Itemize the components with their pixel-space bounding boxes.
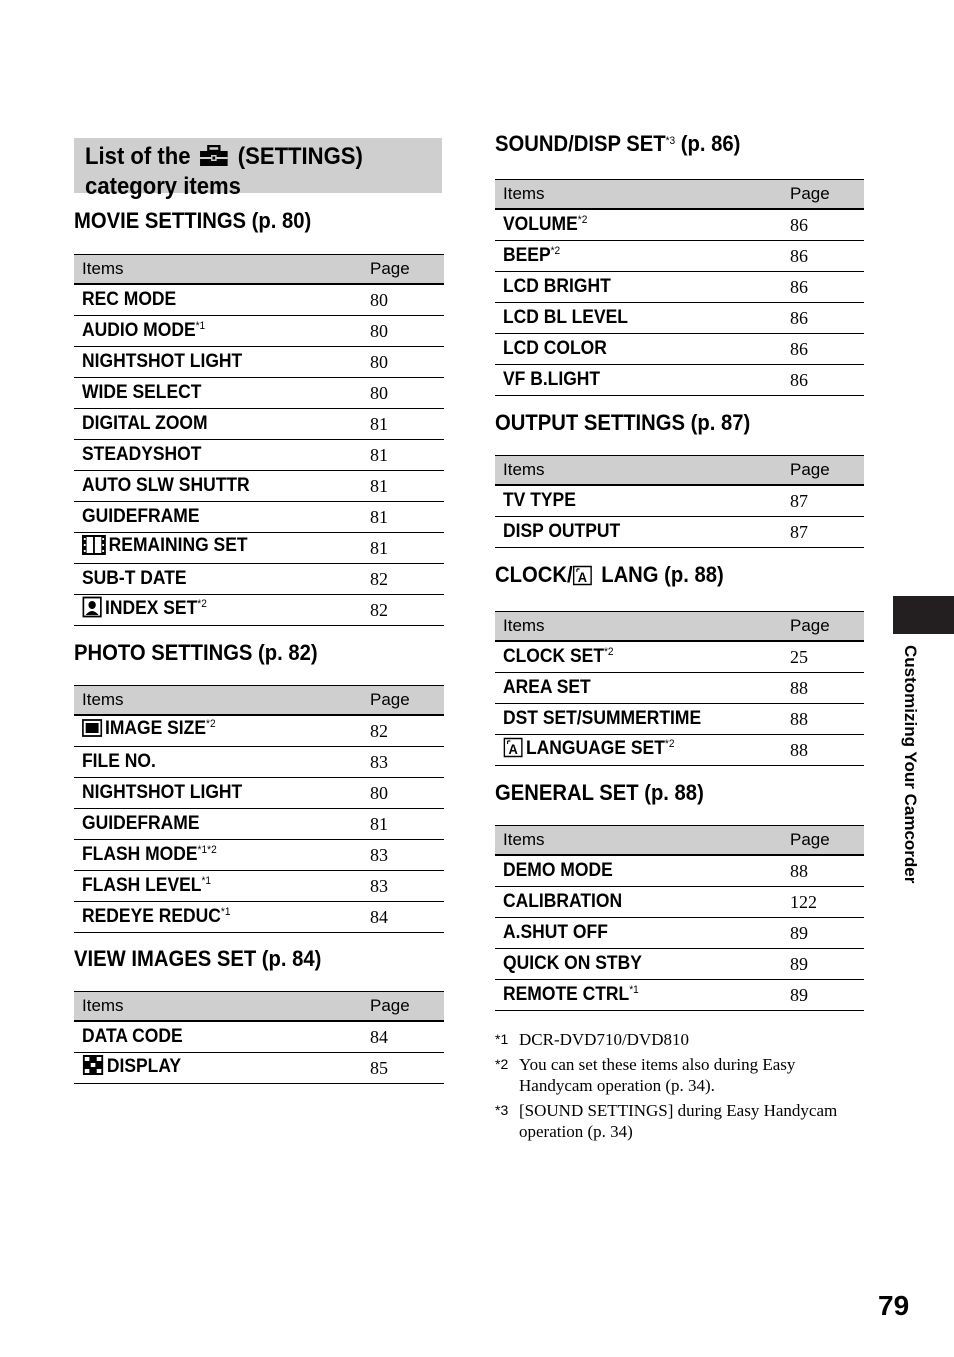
item-name-wrap <box>503 953 642 975</box>
item-page-cell: 81 <box>362 409 444 440</box>
item-name: GUIDEFRAME <box>82 506 200 527</box>
footnote-mark: *2 <box>495 1056 509 1072</box>
sound-disp-heading-page: (p. 86) <box>675 131 741 156</box>
item-name: AUTO SLW SHUTTR <box>82 475 250 496</box>
item-name: DISPLAY <box>106 1056 182 1077</box>
item-name-wrap <box>503 984 639 1006</box>
item-name-wrap <box>82 596 207 624</box>
item-page-cell: 88 <box>782 735 864 766</box>
item-name-wrap <box>503 369 600 391</box>
item-page-cell: 82 <box>362 595 444 626</box>
table-row <box>495 365 864 396</box>
column-header-items: Items <box>495 826 782 856</box>
table-row <box>495 887 864 918</box>
footnote-ref: *1 <box>195 320 206 332</box>
item-name-cell <box>74 747 362 778</box>
footnote-ref: *3 <box>665 135 676 147</box>
table-row <box>495 303 864 334</box>
item-name-wrap <box>503 708 701 730</box>
clock-lang-heading <box>495 562 834 592</box>
chapter-side-label: Customizing Your Camcorder <box>901 645 920 884</box>
table-row <box>74 471 444 502</box>
item-name-cell <box>495 918 782 949</box>
item-name: DST SET/SUMMERTIME <box>503 708 702 729</box>
item-name: INDEX SET <box>105 598 198 619</box>
clock-lang-table <box>495 611 864 766</box>
item-name-cell <box>495 704 782 735</box>
item-name-cell <box>74 378 362 409</box>
column-header-items: Items <box>74 992 362 1022</box>
table-row <box>495 209 864 241</box>
footnote-text: DCR-DVD710/DVD810 <box>519 1030 689 1049</box>
item-name-cell <box>74 715 362 747</box>
item-name: GUIDEFRAME <box>82 813 200 834</box>
general-set-heading: GENERAL SET (p. 88) <box>495 780 704 805</box>
item-name-wrap <box>503 860 613 882</box>
view-images-table <box>74 991 444 1084</box>
item-name-wrap <box>82 320 205 342</box>
column-header-items: Items <box>495 456 782 486</box>
item-page-cell: 83 <box>362 747 444 778</box>
item-name: DATA CODE <box>82 1026 183 1047</box>
item-page-cell: 87 <box>782 517 864 548</box>
item-name-wrap <box>82 535 248 561</box>
item-name-cell <box>495 303 782 334</box>
footnote-ref: *1 <box>220 906 231 918</box>
item-name: NIGHTSHOT LIGHT <box>82 782 243 803</box>
movie-settings-heading: MOVIE SETTINGS (p. 80) <box>74 208 312 233</box>
item-page-cell: 80 <box>362 778 444 809</box>
table-row <box>74 715 444 747</box>
photo-settings-table <box>74 685 444 933</box>
column-header-items: Items <box>495 180 782 210</box>
item-name-cell <box>495 855 782 887</box>
item-name: STEADYSHOT <box>82 444 202 465</box>
item-name-wrap <box>82 813 200 835</box>
item-name-cell <box>74 440 362 471</box>
item-page-cell: 81 <box>362 502 444 533</box>
item-name-cell <box>495 887 782 918</box>
column-header-page: Page <box>362 992 444 1022</box>
page-number: 79 <box>878 1290 910 1321</box>
photo-settings-heading: PHOTO SETTINGS (p. 82) <box>74 640 318 665</box>
item-name-cell <box>495 209 782 241</box>
item-name-wrap <box>82 875 211 897</box>
item-name-cell <box>495 949 782 980</box>
table-row <box>495 980 864 1011</box>
footnote <box>495 1100 864 1142</box>
item-page-cell: 80 <box>362 284 444 316</box>
item-name-wrap <box>82 568 187 590</box>
item-name: REDEYE REDUC <box>82 906 221 927</box>
item-page-cell: 86 <box>782 241 864 272</box>
table-row <box>74 778 444 809</box>
item-page-cell: 82 <box>362 715 444 747</box>
table-header-row <box>495 612 864 642</box>
svg-text:A: A <box>508 741 518 758</box>
item-page-cell: 86 <box>782 334 864 365</box>
item-name-cell <box>495 334 782 365</box>
footnote-ref: *1 <box>629 984 639 996</box>
item-name-wrap <box>503 307 628 329</box>
item-name: LCD BL LEVEL <box>503 307 628 328</box>
table-row <box>74 902 444 933</box>
item-name: VOLUME <box>503 214 578 235</box>
item-name: REC MODE <box>82 289 177 310</box>
item-name-wrap <box>503 490 576 512</box>
item-name-cell <box>74 502 362 533</box>
clock-lang-heading-pre: CLOCK/ <box>495 562 573 587</box>
item-page-cell: 80 <box>362 378 444 409</box>
item-name-cell <box>495 241 782 272</box>
item-page-cell: 81 <box>362 809 444 840</box>
table-row <box>495 485 864 517</box>
item-name-wrap <box>82 506 200 528</box>
item-page-cell: 80 <box>362 347 444 378</box>
item-page-cell: 84 <box>362 902 444 933</box>
column-header-items: Items <box>74 255 362 285</box>
item-name-wrap <box>503 276 611 298</box>
footnotes <box>495 1029 864 1142</box>
column-header-items: Items <box>495 612 782 642</box>
table-row <box>74 747 444 778</box>
footnote-ref: *2 <box>550 245 561 257</box>
column-header-page: Page <box>782 456 864 486</box>
table-row <box>74 564 444 595</box>
item-page-cell: 86 <box>782 209 864 241</box>
table-header-row <box>495 456 864 486</box>
item-page-cell: 83 <box>362 840 444 871</box>
table-header-row <box>74 992 444 1022</box>
table-row <box>495 241 864 272</box>
page-title <box>74 138 442 200</box>
item-page-cell: 81 <box>362 440 444 471</box>
item-name-wrap <box>82 782 242 804</box>
item-name-wrap <box>82 351 242 373</box>
table-header-row <box>495 826 864 856</box>
thumbnail-grid-icon <box>82 1054 104 1082</box>
item-page-cell: 88 <box>782 855 864 887</box>
table-row <box>495 272 864 303</box>
item-name: AREA SET <box>503 677 591 698</box>
table-row <box>495 855 864 887</box>
item-name-cell <box>495 673 782 704</box>
footnote-mark: *1 <box>495 1031 509 1047</box>
item-page-cell: 86 <box>782 365 864 396</box>
item-name-cell <box>495 517 782 548</box>
item-name-cell <box>74 1021 362 1053</box>
table-row <box>74 1021 444 1053</box>
item-name: CLOCK SET <box>503 646 604 667</box>
table-row <box>495 517 864 548</box>
table-row <box>74 840 444 871</box>
item-name: FILE NO. <box>82 751 156 772</box>
footnote-ref: *1 <box>201 875 212 887</box>
item-name-wrap <box>82 751 156 773</box>
right-column <box>495 128 864 1146</box>
item-name-wrap <box>503 521 620 543</box>
item-name-cell <box>495 485 782 517</box>
item-name: DEMO MODE <box>503 860 613 881</box>
item-name-wrap <box>503 922 608 944</box>
item-name-cell <box>74 533 362 564</box>
item-page-cell: 81 <box>362 533 444 564</box>
table-row <box>74 533 444 564</box>
item-name-wrap <box>82 444 201 466</box>
table-row <box>74 502 444 533</box>
item-page-cell: 86 <box>782 303 864 334</box>
footnote-ref: *1*2 <box>197 844 217 856</box>
item-name: IMAGE SIZE <box>105 718 207 739</box>
item-name-cell <box>74 1053 362 1084</box>
item-name-wrap <box>82 906 230 928</box>
output-settings-table <box>495 455 864 548</box>
item-name-wrap <box>82 475 250 497</box>
item-name-wrap <box>503 214 587 236</box>
index-face-icon <box>82 596 102 624</box>
svg-text:A: A <box>578 569 588 586</box>
sound-disp-heading <box>495 128 834 157</box>
item-name: BEEP <box>503 245 551 266</box>
item-name-wrap <box>503 338 607 360</box>
item-page-cell: 80 <box>362 316 444 347</box>
footnote-ref: *2 <box>577 214 588 226</box>
table-row <box>495 704 864 735</box>
item-name: AUDIO MODE <box>82 320 196 341</box>
footnote-text: [SOUND SETTINGS] during Easy Handycam operation (p. 34) <box>519 1101 838 1141</box>
film-strip-icon <box>82 535 106 561</box>
item-page-cell: 81 <box>362 471 444 502</box>
item-name-cell <box>74 409 362 440</box>
footnote <box>495 1054 864 1096</box>
table-row <box>74 440 444 471</box>
item-name-cell <box>74 840 362 871</box>
item-name-wrap <box>82 718 216 744</box>
language-a-icon <box>573 564 593 592</box>
item-name: FLASH MODE <box>82 844 198 865</box>
item-name-cell <box>495 365 782 396</box>
column-header-page: Page <box>362 686 444 716</box>
item-name: QUICK ON STBY <box>503 953 642 974</box>
item-name-cell <box>495 735 782 766</box>
item-name-wrap <box>82 289 176 311</box>
item-page-cell: 89 <box>782 980 864 1011</box>
item-page-cell: 122 <box>782 887 864 918</box>
item-name-wrap <box>503 736 674 764</box>
item-page-cell: 89 <box>782 949 864 980</box>
item-name: DISP OUTPUT <box>503 521 621 542</box>
footnote-ref: *2 <box>664 738 675 750</box>
item-name-wrap <box>82 382 201 404</box>
footnote <box>495 1029 864 1050</box>
footnote-ref: *2 <box>603 646 614 658</box>
table-row <box>74 595 444 626</box>
chapter-tab-marker <box>893 596 954 634</box>
item-name-wrap <box>82 844 217 866</box>
item-name-wrap <box>503 677 591 699</box>
table-row <box>495 673 864 704</box>
column-header-page: Page <box>782 180 864 210</box>
item-name: TV TYPE <box>503 490 576 511</box>
item-name: WIDE SELECT <box>82 382 202 403</box>
table-header-row <box>74 686 444 716</box>
table-row <box>495 641 864 673</box>
column-header-page: Page <box>782 612 864 642</box>
item-name: VF B.LIGHT <box>503 369 601 390</box>
movie-settings-table <box>74 254 444 626</box>
item-name-cell <box>74 595 362 626</box>
settings-toolbox-icon <box>199 145 230 173</box>
item-page-cell: 85 <box>362 1053 444 1084</box>
item-name-cell <box>74 809 362 840</box>
item-name: REMAINING SET <box>108 535 248 556</box>
footnote-ref: *2 <box>206 718 216 730</box>
left-column <box>74 138 444 1084</box>
item-name-wrap <box>503 245 560 267</box>
page-title-suffix: (SETTINGS) <box>237 143 363 170</box>
table-header-row <box>495 180 864 210</box>
item-name-wrap <box>503 891 622 913</box>
item-name: FLASH LEVEL <box>82 875 202 896</box>
item-name: DIGITAL ZOOM <box>82 413 208 434</box>
table-row <box>495 334 864 365</box>
item-page-cell: 25 <box>782 641 864 673</box>
table-row <box>74 347 444 378</box>
item-name-cell <box>74 564 362 595</box>
item-name-cell <box>74 471 362 502</box>
column-header-items: Items <box>74 686 362 716</box>
item-name: REMOTE CTRL <box>503 984 630 1005</box>
table-row <box>495 949 864 980</box>
item-name: NIGHTSHOT LIGHT <box>82 351 243 372</box>
page-title-line2: category items <box>85 173 241 200</box>
table-row <box>74 284 444 316</box>
clock-lang-heading-post: LANG (p. 88) <box>595 562 724 587</box>
item-name-cell <box>74 316 362 347</box>
item-page-cell: 84 <box>362 1021 444 1053</box>
item-name-cell <box>74 902 362 933</box>
footnote-text: You can set these items also during Easy Handycam operation (p. 34). <box>519 1055 796 1095</box>
table-row <box>495 918 864 949</box>
sound-disp-table <box>495 179 864 396</box>
item-name-cell <box>74 347 362 378</box>
item-name-wrap <box>82 1054 181 1082</box>
footnote-mark: *3 <box>495 1102 509 1118</box>
footnote-ref: *2 <box>197 598 207 610</box>
table-row <box>74 809 444 840</box>
item-page-cell: 88 <box>782 704 864 735</box>
item-page-cell: 89 <box>782 918 864 949</box>
sound-disp-heading-text: SOUND/DISP SET <box>495 131 666 156</box>
item-name: LCD BRIGHT <box>503 276 611 297</box>
item-name-wrap <box>82 1026 183 1048</box>
page-title-prefix: List of the <box>85 143 191 170</box>
item-name-cell <box>495 641 782 673</box>
table-row <box>495 735 864 766</box>
general-set-table <box>495 825 864 1011</box>
item-name-cell <box>495 980 782 1011</box>
column-header-page: Page <box>782 826 864 856</box>
item-name-cell <box>74 871 362 902</box>
item-name: A.SHUT OFF <box>503 922 608 943</box>
item-name-cell <box>74 284 362 316</box>
language-a-icon <box>503 736 523 764</box>
output-settings-heading: OUTPUT SETTINGS (p. 87) <box>495 410 751 435</box>
item-name: SUB-T DATE <box>82 568 187 589</box>
column-header-page: Page <box>362 255 444 285</box>
table-row <box>74 316 444 347</box>
item-page-cell: 83 <box>362 871 444 902</box>
item-name-cell <box>74 778 362 809</box>
table-header-row <box>74 255 444 285</box>
item-name: LCD COLOR <box>503 338 607 359</box>
item-page-cell: 86 <box>782 272 864 303</box>
image-size-icon <box>82 718 102 744</box>
item-name-wrap <box>503 646 614 668</box>
table-row <box>74 409 444 440</box>
table-row <box>74 1053 444 1084</box>
item-name-cell <box>495 272 782 303</box>
item-page-cell: 88 <box>782 673 864 704</box>
item-page-cell: 87 <box>782 485 864 517</box>
item-name: LANGUAGE SET <box>526 738 665 759</box>
table-row <box>74 871 444 902</box>
view-images-heading: VIEW IMAGES SET (p. 84) <box>74 946 322 971</box>
item-name: CALIBRATION <box>503 891 623 912</box>
table-row <box>74 378 444 409</box>
item-page-cell: 82 <box>362 564 444 595</box>
item-name-wrap <box>82 413 208 435</box>
